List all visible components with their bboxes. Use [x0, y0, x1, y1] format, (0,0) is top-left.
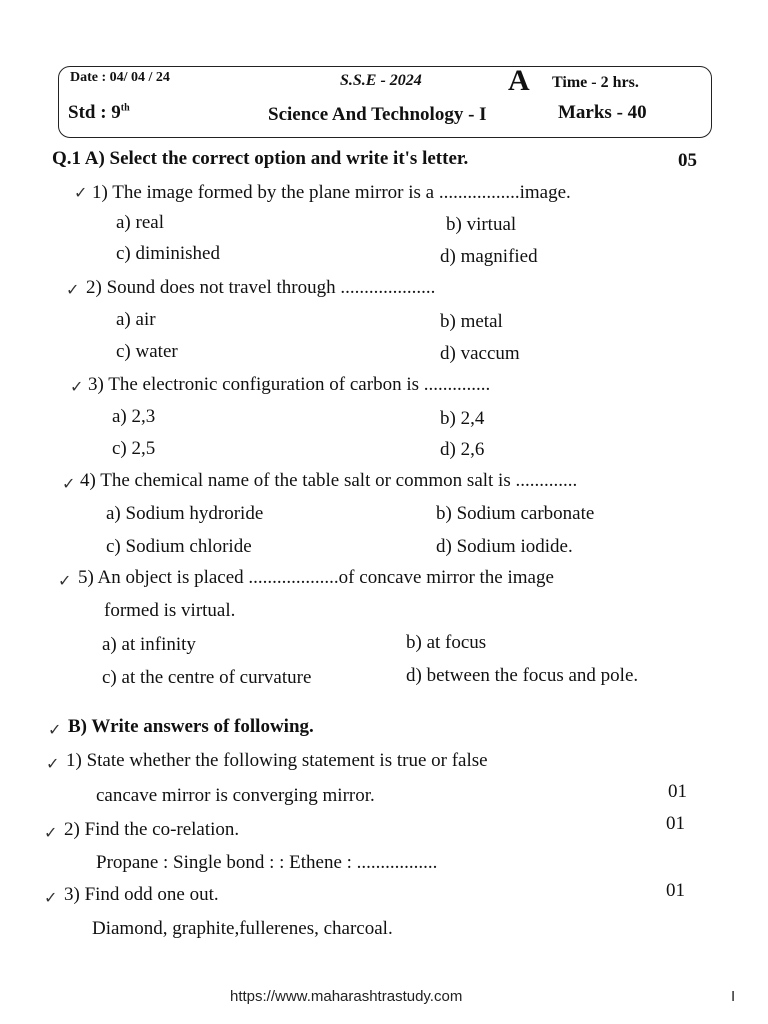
- footer-url[interactable]: https://www.maharashtrastudy.com: [230, 988, 463, 1005]
- exam-date: Date : 04/ 04 / 24: [70, 70, 170, 85]
- option-d: d) magnified: [440, 246, 538, 267]
- option-d: d) Sodium iodide.: [436, 536, 573, 557]
- question-3: 3) The electronic configuration of carbon is ..............: [88, 374, 491, 395]
- option-b: b) 2,4: [440, 408, 485, 429]
- paper-set: A: [508, 64, 530, 97]
- question-b1-marks: 01: [668, 781, 687, 802]
- question-b3: 3) Find odd one out.: [64, 884, 219, 905]
- tick-mark: ✓: [66, 280, 80, 299]
- option-b: b) metal: [440, 311, 503, 332]
- section-a-marks: 05: [678, 150, 697, 171]
- question-b1-statement: cancave mirror is converging mirror.: [96, 785, 375, 806]
- option-b: b) Sodium carbonate: [436, 503, 595, 524]
- question-5-continued: formed is virtual.: [104, 600, 236, 621]
- tick-mark: ✓: [48, 720, 62, 739]
- question-5: 5) An object is placed ...................of concave mirror the image: [78, 567, 554, 588]
- exam-name: S.S.E - 2024: [340, 72, 422, 89]
- option-c: c) 2,5: [112, 438, 156, 459]
- section-a-title: Q.1 A) Select the correct option and write it's letter.: [52, 148, 469, 169]
- question-b3-items: Diamond, graphite,fullerenes, charcoal.: [92, 918, 393, 939]
- tick-mark: ✓: [46, 754, 60, 773]
- total-marks: Marks - 40: [558, 102, 647, 123]
- question-b2-relation: Propane : Single bond : : Ethene : .................: [96, 852, 438, 873]
- tick-mark: ✓: [74, 183, 88, 202]
- tick-mark: ✓: [44, 888, 58, 907]
- tick-mark: ✓: [70, 377, 84, 396]
- option-c: c) water: [116, 341, 178, 362]
- question-b2: 2) Find the co-relation.: [64, 819, 240, 840]
- question-b2-marks: 01: [666, 813, 685, 834]
- option-c: c) Sodium chloride: [106, 536, 252, 557]
- option-a: a) 2,3: [112, 406, 156, 427]
- tick-mark: ✓: [44, 823, 58, 842]
- exam-time: Time - 2 hrs.: [552, 74, 639, 91]
- tick-mark: ✓: [58, 571, 72, 590]
- option-d: d) between the focus and pole.: [406, 665, 639, 686]
- question-1: 1) The image formed by the plane mirror is a .................image.: [92, 182, 571, 203]
- option-b: b) virtual: [446, 214, 517, 235]
- option-a: a) Sodium hydroride: [106, 503, 264, 524]
- option-c: c) diminished: [116, 243, 220, 264]
- question-2: 2) Sound does not travel through ....................: [86, 277, 436, 298]
- subject-title: Science And Technology - I: [268, 104, 487, 125]
- section-b-title: B) Write answers of following.: [68, 716, 314, 737]
- question-b1: 1) State whether the following statement is true or false: [66, 750, 488, 771]
- option-a: a) real: [116, 212, 164, 233]
- question-4: 4) The chemical name of the table salt or common salt is .............: [80, 470, 578, 491]
- option-a: a) at infinity: [102, 634, 196, 655]
- standard: Std : 9th: [68, 102, 130, 123]
- option-a: a) air: [116, 309, 156, 330]
- page-mark: I: [731, 988, 736, 1005]
- option-b: b) at focus: [406, 632, 487, 653]
- option-d: d) 2,6: [440, 439, 485, 460]
- option-c: c) at the centre of curvature: [102, 667, 312, 688]
- question-b3-marks: 01: [666, 880, 685, 901]
- tick-mark: ✓: [62, 474, 76, 493]
- option-d: d) vaccum: [440, 343, 520, 364]
